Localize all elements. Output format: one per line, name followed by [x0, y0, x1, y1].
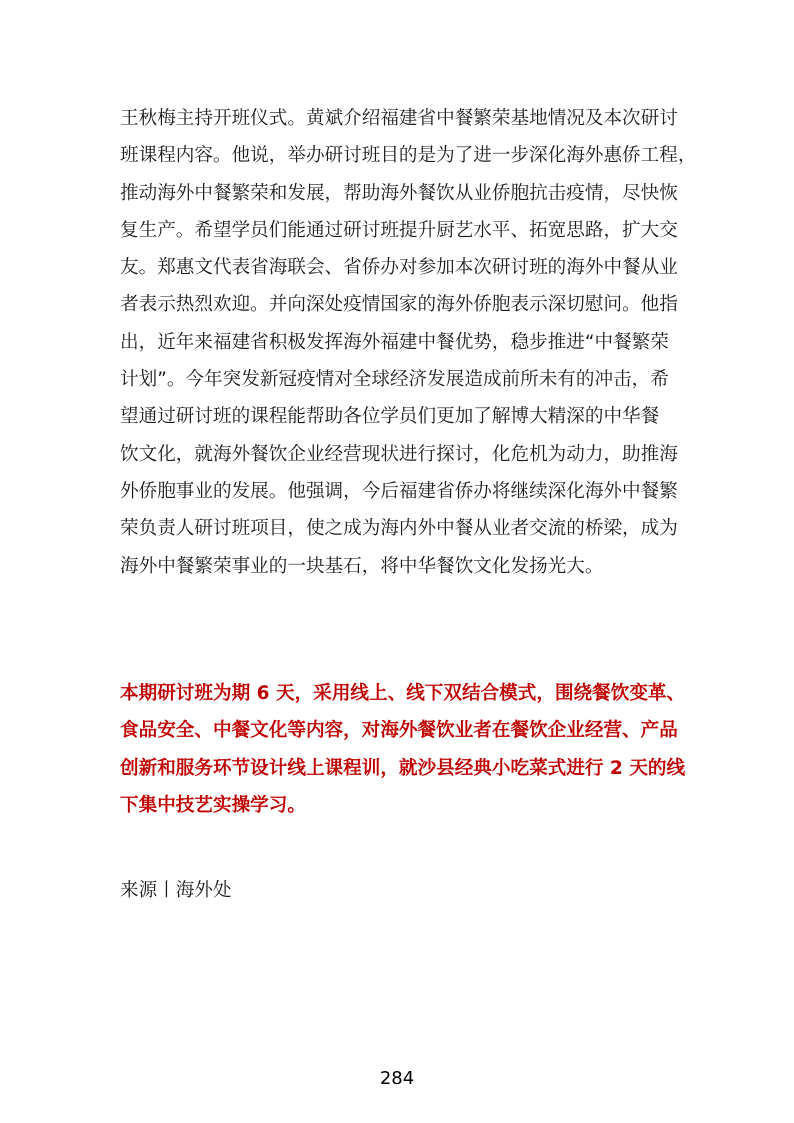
source-credit: 来源丨海外处 [120, 880, 232, 901]
paragraph-line: 者表示热烈欢迎。并向深处疫情国家的海外侨胞表示深切慰问。他指 [120, 294, 678, 316]
highlight-line: 创新和服务环节设计线上课程训，就沙县经典小吃菜式进行 2 天的线 [120, 757, 686, 779]
paragraph-line: 王秋梅主持开班仪式。黄斌介绍福建省中餐繁荣基地情况及本次研讨 [120, 108, 678, 129]
paragraph-line: 饮文化，就海外餐饮企业经营现状进行探讨，化危机为动力，助推海 [120, 443, 678, 465]
paragraph-line: 复生产。希望学员们能通过研讨班提升厨艺水平、拓宽思路，扩大交 [120, 219, 678, 241]
paragraph-line: 外侨胞事业的发展。他强调，今后福建省侨办将继续深化海外中餐繁 [120, 480, 678, 502]
page-number: 284 [379, 1068, 415, 1089]
paragraph-line: 望通过研讨班的课程能帮助各位学员们更加了解博大精深的中华餐 [120, 406, 660, 428]
highlight-line: 本期研讨班为期 6 天，采用线上、线下双结合模式，围绕餐饮变革、 [120, 683, 686, 704]
highlight-line: 食品安全、中餐文化等内容，对海外餐饮业者在餐饮企业经营、产品 [120, 720, 678, 742]
highlight-line: 下集中技艺实操学习。 [120, 794, 306, 816]
body-paragraph [120, 100, 697, 585]
highlight-paragraph [120, 675, 686, 824]
paragraph-line: 班课程内容。他说，举办研讨班目的是为了进一步深化海外惠侨工程， [120, 145, 697, 167]
paragraph-line: 海外中餐繁荣事业的一块基石，将中华餐饮文化发扬光大。 [120, 555, 604, 577]
paragraph-line: 计划”。今年突发新冠疫情对全球经济发展造成前所未有的冲击，希 [120, 369, 669, 391]
paragraph-line: 荣负责人研讨班项目，使之成为海内外中餐从业者交流的桥梁，成为 [120, 518, 678, 540]
paragraph-line: 推动海外中餐繁荣和发展，帮助海外餐饮从业侨胞抗击疫情，尽快恢 [120, 182, 678, 204]
paragraph-line: 友。郑惠文代表省海联会、省侨办对参加本次研讨班的海外中餐从业 [120, 257, 678, 279]
paragraph-line: 出，近年来福建省积极发挥海外福建中餐优势，稳步推进“中餐繁荣 [120, 331, 669, 353]
